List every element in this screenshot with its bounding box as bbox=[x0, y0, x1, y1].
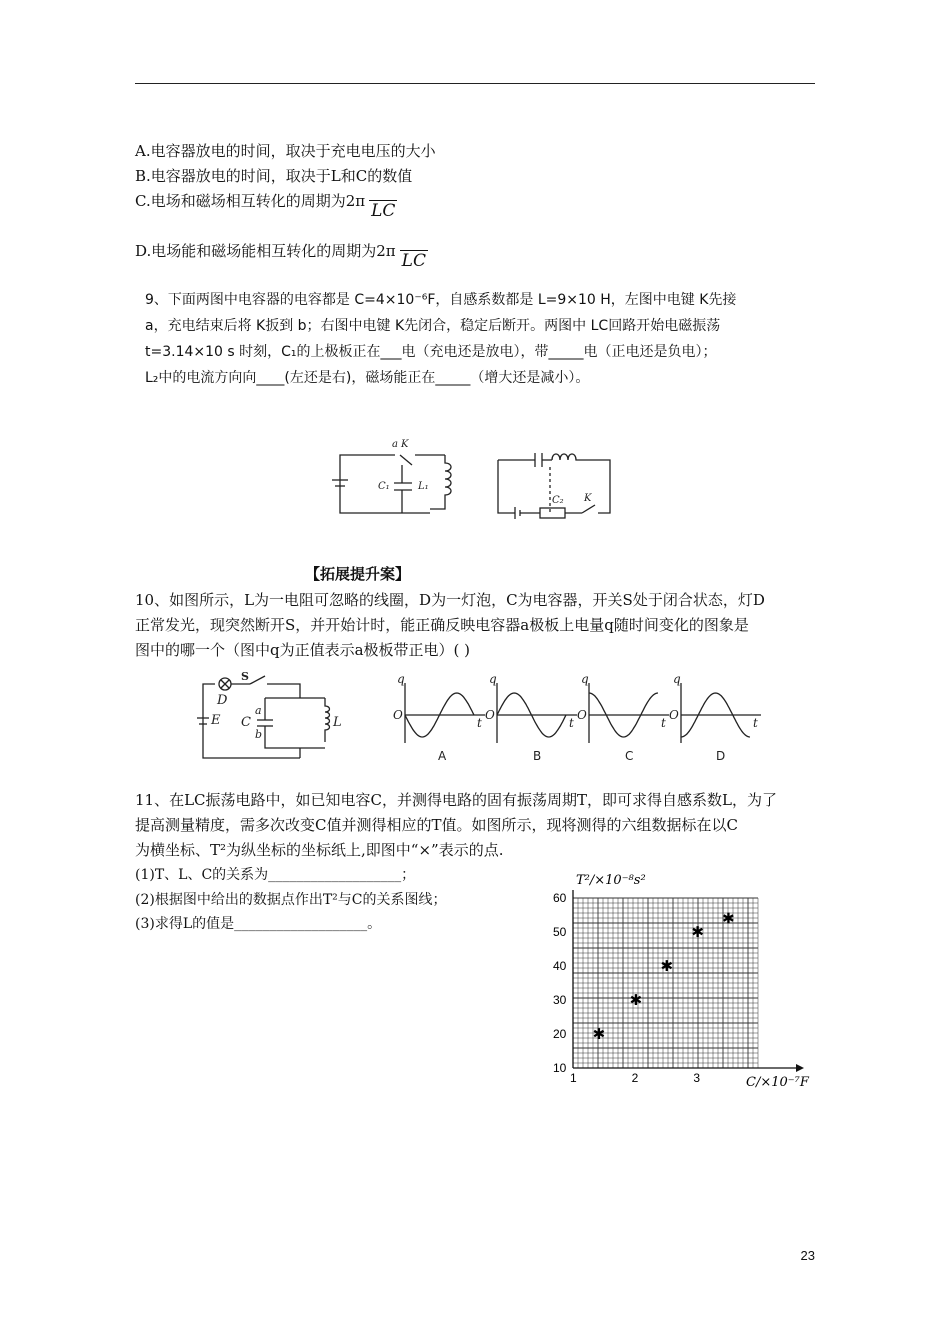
svg-text:K: K bbox=[401, 439, 409, 450]
q11-line2: 提高测量精度，需多次改变C值并测得相应的T值。如图所示，现将测得的六组数据标在以C bbox=[135, 816, 738, 834]
section-heading: 【拓展提升案】 bbox=[305, 565, 411, 583]
q11-sub3: (3)求得L的值是___________________。 bbox=[135, 916, 382, 932]
option-c-text: C.电场和磁场相互转化的周期为2π bbox=[135, 192, 366, 210]
graph-q-label: q bbox=[673, 672, 681, 686]
q11-sub2: (2)根据图中给出的数据点作出T²与C的关系图线； bbox=[135, 892, 447, 908]
q9-line4: L₂中的电流方向向____(左还是右)，磁场能正在_____（增大还是减小）。 bbox=[145, 370, 590, 386]
y-tick-label: 60 bbox=[553, 891, 567, 905]
y-tick-label: 10 bbox=[553, 1061, 567, 1075]
svg-text:E: E bbox=[211, 713, 221, 728]
graph-origin-label: O bbox=[393, 708, 403, 722]
option-a: A.电容器放电的时间，取决于充电电压的大小 bbox=[135, 142, 436, 160]
x-tick-label: 1 bbox=[570, 1071, 577, 1085]
q9-line2: a，充电结束后将 K扳到 b；右图中电键 K先闭合，稳定后断开。两图中 LC回路开始电磁振荡 bbox=[145, 318, 721, 334]
graph-t-label: t bbox=[477, 716, 482, 730]
x-axis-label: C/×10⁻⁷F bbox=[746, 1075, 809, 1090]
graph-t-label: t bbox=[569, 716, 574, 730]
svg-text:b: b bbox=[255, 728, 263, 741]
q11-sub1: (1)T、L、C的关系为___________________； bbox=[135, 867, 416, 883]
svg-text:C₁: C₁ bbox=[378, 481, 390, 492]
label-d: D bbox=[217, 693, 228, 708]
option-c bbox=[135, 190, 397, 221]
graph-label-a: A bbox=[438, 749, 447, 763]
graph-label-d: D bbox=[716, 749, 726, 763]
data-point-marker: ✱ bbox=[660, 957, 674, 975]
graph-q-label: q bbox=[489, 672, 497, 686]
q11-line1: 11、在LC振荡电路中，如已知电容C，并测得电路的固有振荡周期T，即可求得自感系数L，为了 bbox=[135, 791, 777, 809]
svg-text:L: L bbox=[333, 715, 342, 730]
svg-text:L₁: L₁ bbox=[418, 481, 429, 492]
y-tick-label: 50 bbox=[553, 925, 567, 939]
option-d-text: D.电场能和磁场能相互转化的周期为2π bbox=[135, 242, 396, 260]
svg-text:a: a bbox=[255, 704, 262, 717]
graph-q-label: q bbox=[397, 672, 405, 686]
y-tick-label: 30 bbox=[553, 993, 567, 1007]
q9-circuit-diagrams bbox=[320, 425, 620, 525]
svg-text:S: S bbox=[241, 670, 249, 683]
header-rule bbox=[135, 83, 815, 84]
graph-label-b: B bbox=[533, 749, 542, 763]
x-axis-arrow bbox=[796, 1064, 804, 1072]
q10-circuit bbox=[195, 668, 355, 768]
option-d bbox=[135, 240, 428, 271]
svg-text:a: a bbox=[392, 439, 398, 450]
q11-line3: 为横坐标、T²为纵坐标的坐标纸上,即图中“×”表示的点. bbox=[135, 841, 504, 859]
page-number: 23 bbox=[800, 1248, 815, 1263]
data-point-marker: ✱ bbox=[722, 909, 735, 928]
x-tick-label: 3 bbox=[693, 1071, 701, 1085]
q10-line3: 图中的哪一个（图中q为正值表示a极板带正电）( ) bbox=[135, 641, 471, 659]
y-tick-label: 40 bbox=[553, 959, 567, 973]
q9-line3: t=3.14×10 s 时刻，C₁的上极板正在___电（充电还是放电），带_____电（正电还是负电）； bbox=[145, 344, 717, 360]
graph-label-c: C bbox=[625, 749, 634, 763]
graph-t-label: t bbox=[661, 716, 666, 730]
x-tick-label: 2 bbox=[631, 1071, 639, 1085]
q10-line2: 正常发光，现突然断开S，并开始计时，能正确反映电容器a极板上电量q随时间变化的图象是 bbox=[135, 616, 749, 634]
y-tick-label: 20 bbox=[553, 1027, 567, 1041]
q10-graphs bbox=[390, 672, 780, 770]
t2-c-chart bbox=[540, 868, 820, 1093]
y-axis-label: T²/×10⁻⁸s² bbox=[576, 873, 646, 888]
graph-origin-label: O bbox=[577, 708, 587, 722]
svg-text:C: C bbox=[241, 715, 251, 730]
data-point-marker: ✱ bbox=[592, 1025, 606, 1043]
graph-origin-label: O bbox=[485, 708, 495, 722]
data-point-marker: ✱ bbox=[629, 991, 643, 1009]
graph-q-label: q bbox=[581, 672, 589, 686]
sqrt-lc: LC bbox=[401, 251, 426, 271]
svg-text:C₂: C₂ bbox=[552, 495, 564, 506]
graph-t-label: t bbox=[753, 716, 758, 730]
sqrt-lc: LC bbox=[371, 201, 396, 221]
option-b: B.电容器放电的时间，取决于L和C的数值 bbox=[135, 167, 413, 185]
q9-line1: 9、下面两图中电容器的电容都是 C=4×10⁻⁶F，自感系数都是 L=9×10 H，左图中电键 K先接 bbox=[145, 292, 737, 308]
svg-text:K: K bbox=[584, 493, 592, 504]
data-point-marker: ✱ bbox=[691, 923, 704, 941]
q10-line1: 10、如图所示，L为一电阻可忽略的线圈，D为一灯泡，C为电容器，开关S处于闭合状态，灯D bbox=[135, 591, 765, 609]
graph-origin-label: O bbox=[669, 708, 679, 722]
